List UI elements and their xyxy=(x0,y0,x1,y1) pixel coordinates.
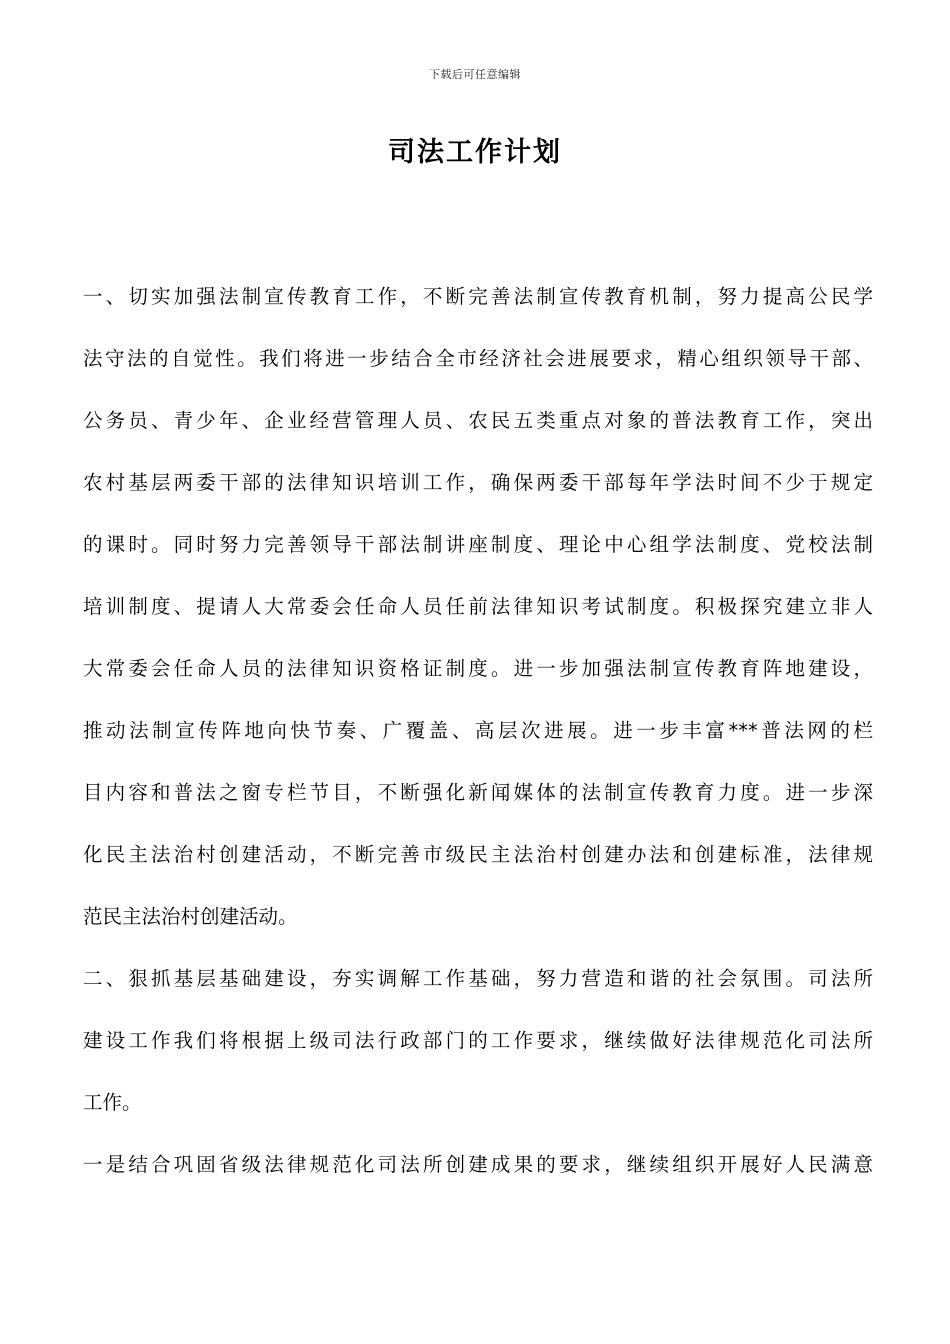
body-line: 目内容和普法之窗专栏节目，不断强化新闻媒体的法制宣传教育力度。进一步深 xyxy=(83,781,873,804)
document-title: 司法工作计划 xyxy=(388,137,562,168)
body-line: 建设工作我们将根据上级司法行政部门的工作要求，继续做好法律规范化司法所 xyxy=(83,1029,873,1052)
body-line: 的课时。同时努力完善领导干部法制讲座制度、理论中心组学法制度、党校法制 xyxy=(83,533,873,556)
body-line: 一是结合巩固省级法律规范化司法所创建成果的要求，继续组织开展好人民满意 xyxy=(83,1153,873,1176)
document-body xyxy=(83,280,873,1210)
body-line: 二、狠抓基层基础建设，夯实调解工作基础，努力营造和谐的社会氛围。司法所 xyxy=(83,967,873,990)
body-line: 公务员、青少年、企业经营管理人员、农民五类重点对象的普法教育工作，突出 xyxy=(83,409,873,432)
body-line: 培训制度、提请人大常委会任命人员任前法律知识考试制度。积极探究建立非人 xyxy=(83,595,873,618)
header-note: 下载后可任意编辑 xyxy=(429,68,521,81)
body-line: 法守法的自觉性。我们将进一步结合全市经济社会进展要求，精心组织领导干部、 xyxy=(83,347,873,370)
body-line: 一、切实加强法制宣传教育工作，不断完善法制宣传教育机制，努力提高公民学 xyxy=(83,285,873,308)
body-line: 化民主法治村创建活动，不断完善市级民主法治村创建办法和创建标准，法律规 xyxy=(83,843,873,866)
body-line: 工作。 xyxy=(83,1091,142,1114)
body-line: 推动法制宣传阵地向快节奏、广覆盖、高层次进展。进一步丰富***普法网的栏 xyxy=(83,719,873,742)
body-line: 大常委会任命人员的法律知识资格证制度。进一步加强法制宣传教育阵地建设， xyxy=(83,657,873,680)
body-line: 农村基层两委干部的法律知识培训工作，确保两委干部每年学法时间不少于规定 xyxy=(83,471,873,494)
body-line: 范民主法治村创建活动。 xyxy=(83,905,298,928)
